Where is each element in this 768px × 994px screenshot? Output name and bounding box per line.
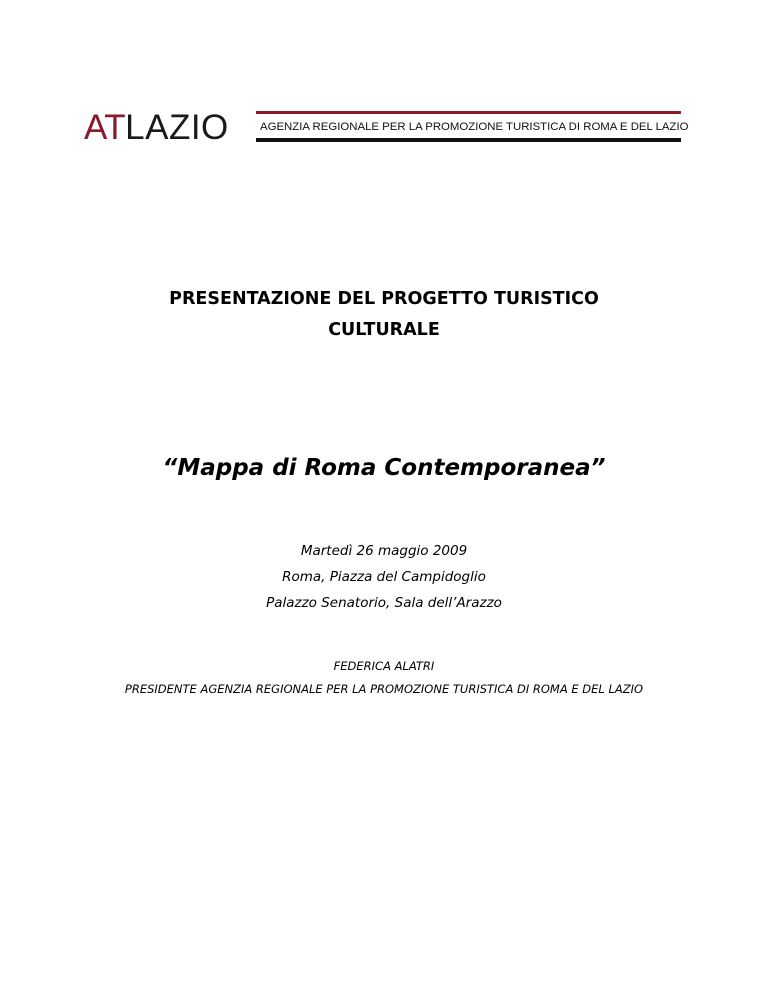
speaker-role: PRESIDENTE AGENZIA REGIONALE PER LA PROMOZIONE TURISTICA DI ROMA E DEL LAZIO — [124, 682, 644, 696]
title-line-1: PRESENTAZIONE DEL PROGETTO TURISTICO — [169, 289, 599, 309]
title-line-2: CULTURALE — [328, 320, 440, 340]
header-rule-bottom — [256, 138, 681, 142]
event-venue: Palazzo Senatorio, Sala dell’Arazzo — [266, 595, 502, 611]
speaker-block — [0, 655, 768, 701]
atlazio-logo — [84, 108, 229, 148]
event-date: Martedì 26 maggio 2009 — [300, 543, 468, 559]
header — [84, 108, 689, 148]
event-place: Roma, Piazza del Campidoglio — [282, 569, 486, 585]
event-details — [0, 538, 768, 616]
speaker-name: FEDERICA ALATRI — [333, 659, 435, 673]
project-name: “Mappa di Roma Contemporanea” — [162, 455, 606, 481]
header-rule-top — [256, 111, 681, 114]
header-tagline: AGENZIA REGIONALE PER LA PROMOZIONE TURISTICA DI ROMA E DEL LAZIO — [260, 121, 689, 133]
document-title — [0, 284, 768, 346]
logo-at: AT — [84, 108, 126, 147]
logo-lazio: LAZIO — [125, 108, 229, 147]
